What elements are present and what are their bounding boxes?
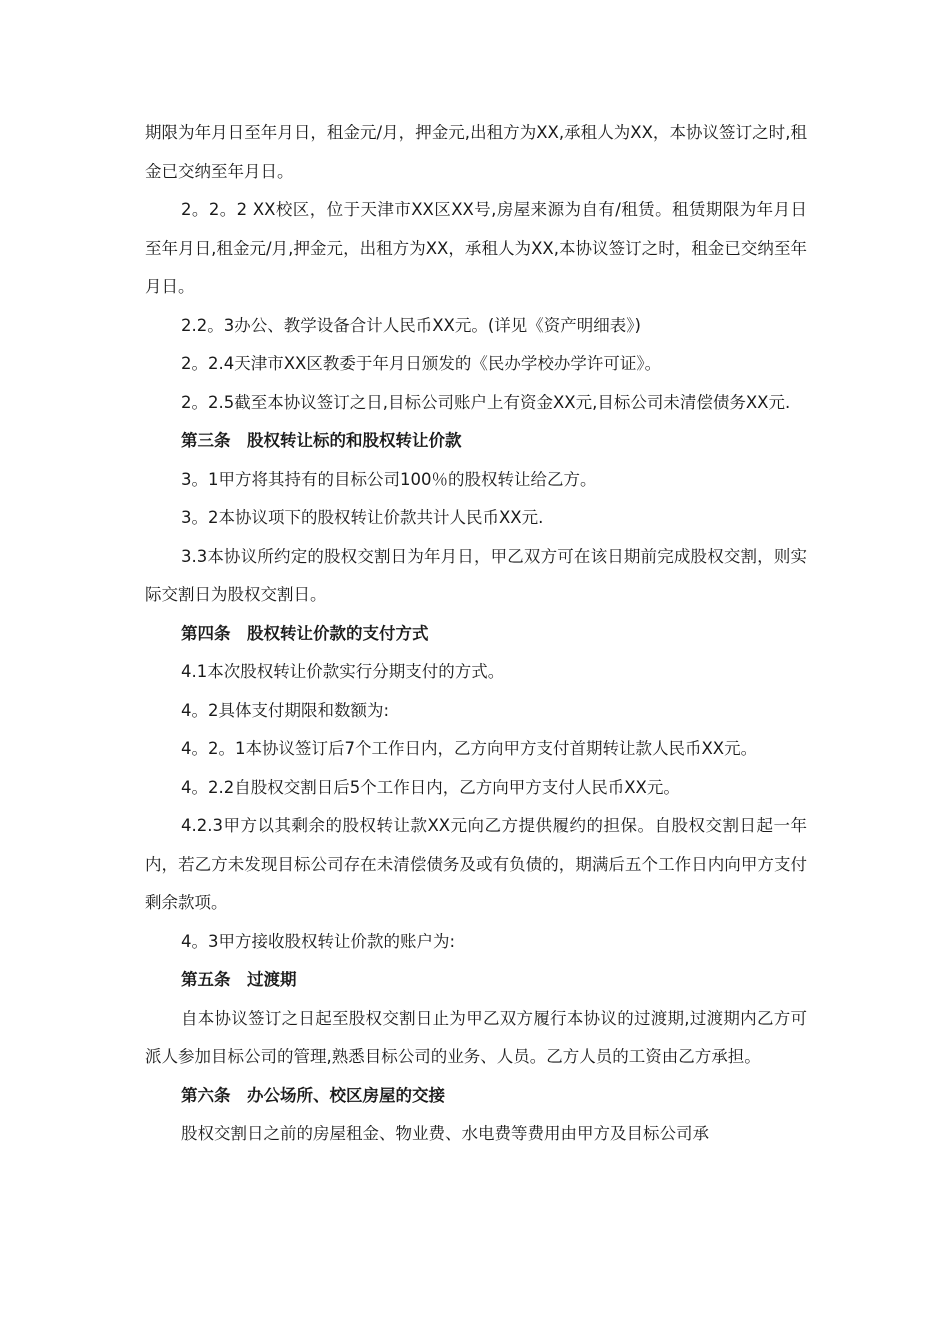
paragraph-4-1: 4.1本次股权转让价款实行分期支付的方式。 — [181, 662, 505, 681]
paragraph-transition-period: 自本协议签订之日起至股权交割日止为甲乙双方履行本协议的过渡期,过渡期内乙方可派人参加目标公司的管理,熟悉目标公司的业务、人员。乙方人员的工资由乙方承担。 — [145, 1008, 807, 1066]
paragraph-3-2: 3。2本协议项下的股权转让价款共计人民币XX元. — [181, 508, 544, 527]
paragraph-4-2-2: 4。2.2自股权交割日后5个工作日内，乙方向甲方支付人民币XX元。 — [181, 777, 680, 797]
article-5-heading: 第五条 过渡期 — [181, 970, 297, 989]
paragraph-2-2-3: 2.2。3办公、教学设备合计人民币XX元。(详见《资产明细表》) — [181, 315, 641, 335]
article-4-heading: 第四条 股权转让价款的支付方式 — [181, 623, 429, 643]
article-3-heading: 第三条 股权转让标的和股权转让价款 — [181, 431, 462, 450]
paragraph-3-3: 3.3本协议所约定的股权交割日为年月日，甲乙双方可在该日期前完成股权交割，则实际交割日为股权交割日。 — [145, 546, 807, 604]
paragraph-3-1: 3。1甲方将其持有的目标公司100％的股权转让给乙方。 — [181, 469, 597, 489]
paragraph-2-2-2: 2。2。2 XX校区，位于天津市XX区XX号,房屋来源为自有/租赁。租赁期限为年月日至年月日,租金元/月,押金元，出租方为XX，承租人为XX,本协议签订之时，租金已交纳至年月日。 — [145, 200, 807, 296]
paragraph-4-2: 4。2具体支付期限和数额为: — [181, 700, 390, 720]
paragraph-4-3: 4。3甲方接收股权转让价款的账户为: — [181, 931, 456, 951]
paragraph-4-2-3: 4.2.3甲方以其剩余的股权转让款XX元向乙方提供履约的担保。自股权交割日起一年内，若乙方未发现目标公司存在未清偿债务及或有负债的，期满后五个工作日内向甲方支付剩余款项。 — [145, 816, 807, 912]
paragraph-2-2-5: 2。2.5截至本协议签订之日,目标公司账户上有资金XX元,目标公司未清偿债务XX元. — [181, 392, 791, 412]
article-6-heading: 第六条 办公场所、校区房屋的交接 — [181, 1085, 445, 1105]
document-body — [145, 117, 807, 1154]
paragraph-2-2-4: 2。2.4天津市XX区教委于年月日颁发的《民办学校办学许可证》。 — [181, 354, 662, 373]
paragraph-4-2-1: 4。2。1本协议签订后7个工作日内，乙方向甲方支付首期转让款人民币XX元。 — [181, 739, 758, 758]
paragraph-premises-handover: 股权交割日之前的房屋租金、物业费、水电费等费用由甲方及目标公司承 — [181, 1124, 709, 1143]
paragraph-lease-term-continued: 期限为年月日至年月日，租金元/月，押金元,出租方为XX,承租人为XX，本协议签订之时,租金已交纳至年月日。 — [145, 123, 807, 181]
